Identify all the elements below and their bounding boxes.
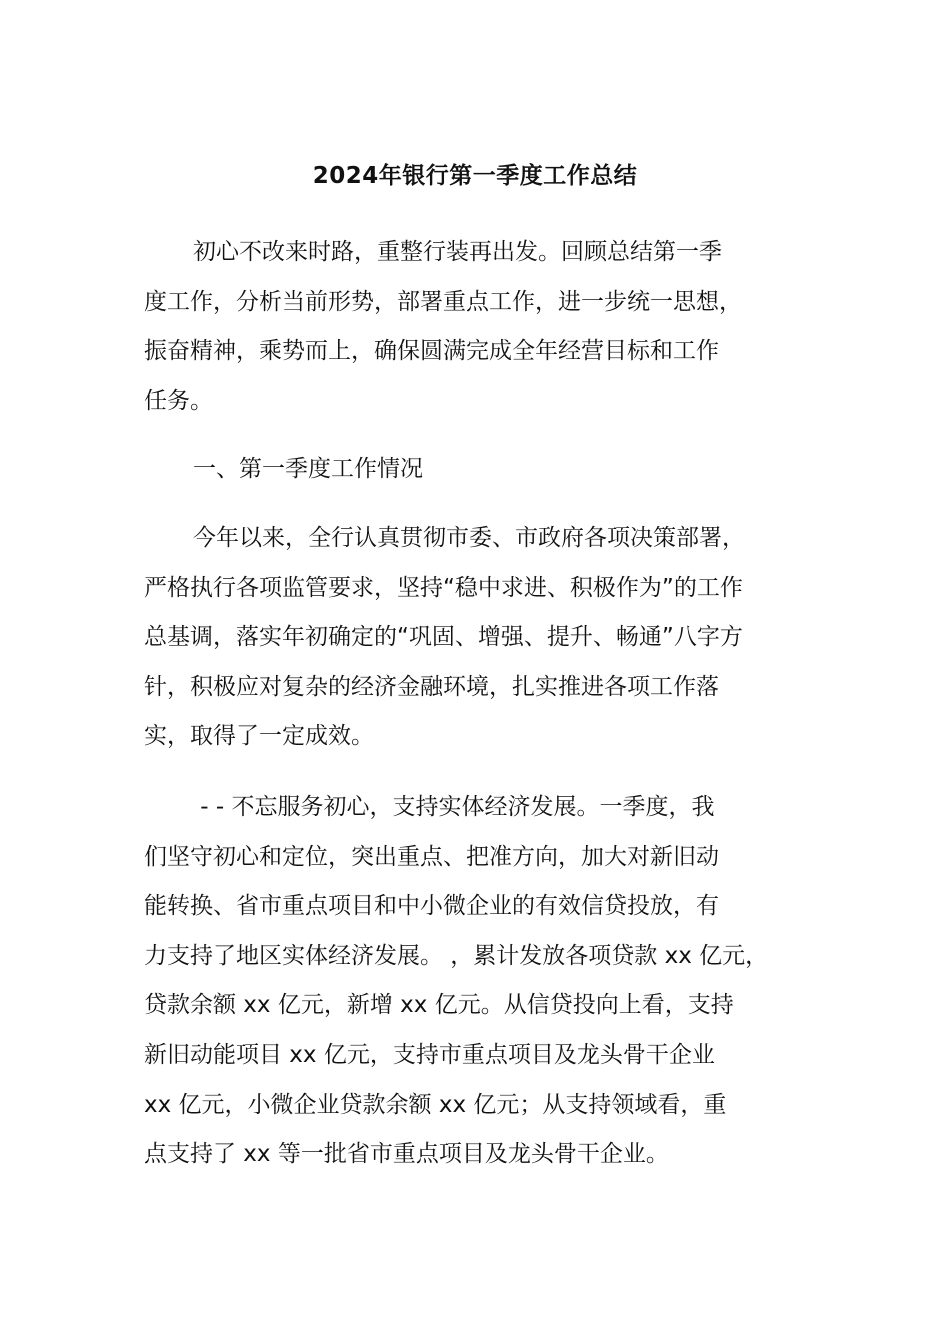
paragraph-line: 贷款余额 xx 亿元，新增 xx 亿元。从信贷投向上看，支持	[144, 992, 734, 1019]
section-heading-text: 一、第一季度工作情况	[193, 456, 423, 483]
paragraph-line: 针，积极应对复杂的经济金融环境，扎实推进各项工作落	[144, 673, 719, 700]
section-heading	[144, 445, 816, 495]
paragraph-line: 今年以来，全行认真贯彻市委、市政府各项决策部署，	[193, 524, 745, 551]
paragraph-line: 总基调，落实年初确定的“巩固、增强、提升、畅通”八字方	[144, 624, 743, 651]
document-body	[144, 228, 816, 1180]
paragraph-intro	[144, 228, 816, 426]
paragraph-line: 度工作，分析当前形势，部署重点工作，进一步统一思想，	[144, 288, 742, 315]
paragraph-line: 们坚守初心和定位，突出重点、把准方向，加大对新旧动	[144, 843, 719, 870]
paragraph-line: 初心不改来时路，重整行装再出发。回顾总结第一季	[193, 239, 722, 265]
document-title: 2024年银行第一季度工作总结	[312, 163, 638, 189]
paragraph-line: 新旧动能项目 xx 亿元，支持市重点项目及龙头骨干企业	[144, 1041, 715, 1068]
paragraph-credit	[144, 783, 816, 1180]
paragraph-line: - - 不忘服务初心，支持实体经济发展。一季度，我	[193, 793, 715, 820]
paragraph-line: 力支持了地区实体经济发展。 ，累计发放各项贷款 xx 亿元，	[144, 942, 769, 969]
paragraph-overview	[144, 514, 816, 762]
paragraph-line: 能转换、省市重点项目和中小微企业的有效信贷投放，有	[144, 893, 719, 920]
paragraph-line: 任务。	[144, 387, 213, 414]
paragraph-line: 严格执行各项监管要求，坚持“稳中求进、积极作为”的工作	[144, 574, 743, 601]
paragraph-line: 振奋精神，乘势而上，确保圆满完成全年经营目标和工作	[144, 338, 719, 365]
paragraph-line: 点支持了 xx 等一批省市重点项目及龙头骨干企业。	[144, 1141, 669, 1168]
paragraph-line: xx 亿元，小微企业贷款余额 xx 亿元；从支持领域看，重	[144, 1091, 727, 1118]
paragraph-line: 实，取得了一定成效。	[144, 723, 374, 750]
